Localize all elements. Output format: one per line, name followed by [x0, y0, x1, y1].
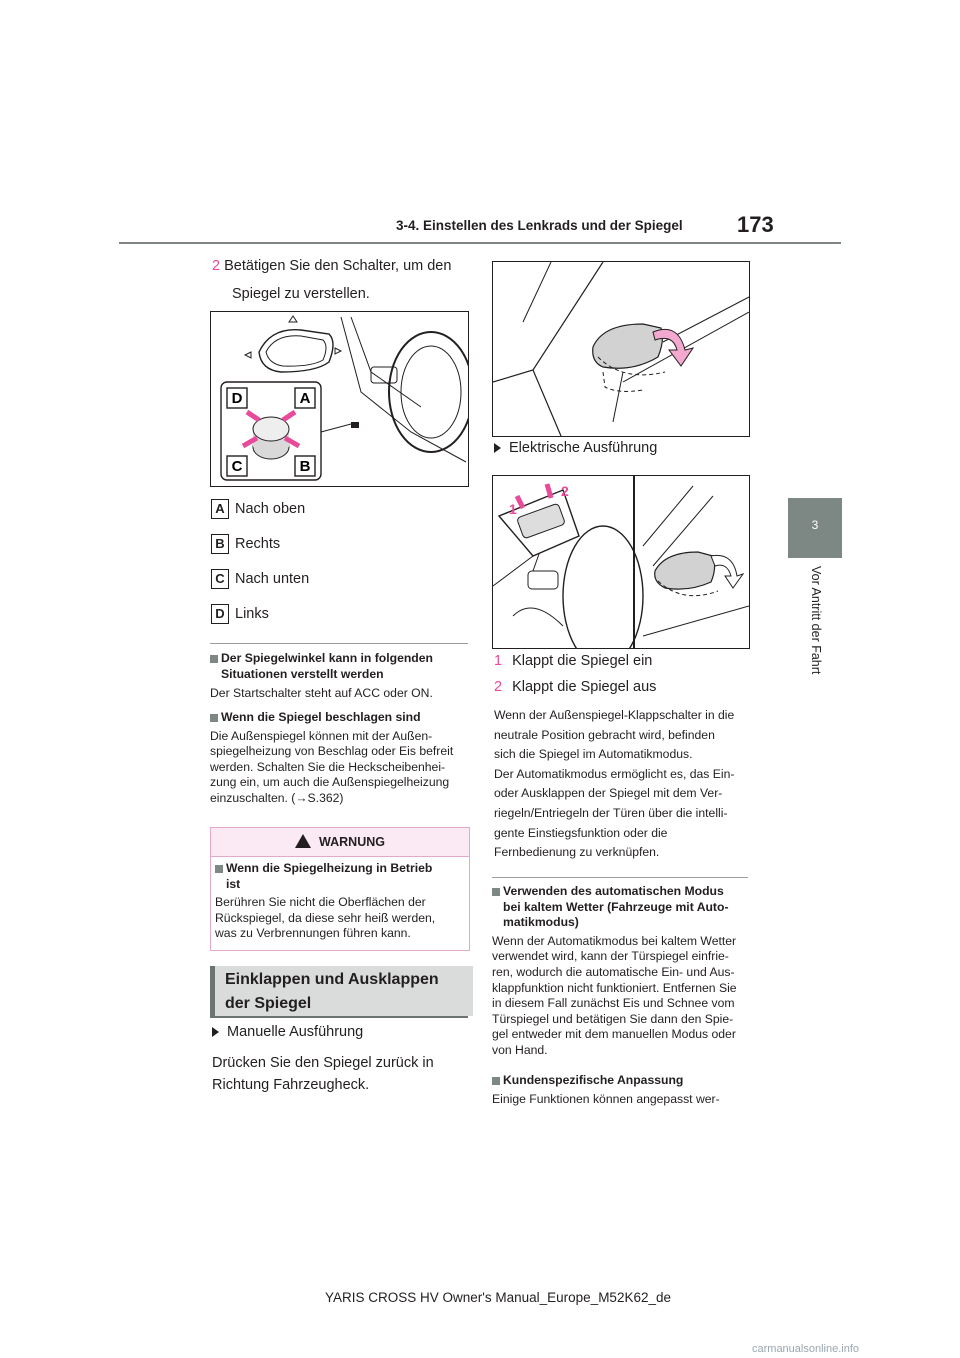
manual-type [212, 1018, 474, 1096]
legend-item [211, 597, 461, 632]
note-line: von Hand. [492, 1042, 548, 1057]
section-heading-box [210, 966, 473, 1016]
footer-text: YARIS CROSS HV Owner's Manual_Europe_M52K62_de [325, 1290, 671, 1305]
note-title-line2: Situationen verstellt werden [221, 666, 384, 681]
manual-fold-figure [492, 261, 750, 437]
para-line: Fernbedienung zu verknüpfen. [494, 845, 660, 860]
para-line: riegeln/Entriegeln der Türen über die intelli- [494, 805, 728, 820]
chapter-label: Vor Antritt der Fahrt [809, 566, 823, 675]
note-line-link[interactable]: einzuschalten. (→S.362) [210, 790, 344, 805]
note-customization [492, 1073, 756, 1107]
section-heading-line1: Einklappen und Ausklappen [225, 971, 439, 988]
warning-title-line2: ist [226, 876, 241, 891]
fig-label-2: 2 [561, 483, 569, 499]
fig-label-a: A [299, 390, 311, 407]
note-title-text: Wenn die Spiegel beschlagen sind [221, 710, 421, 724]
bullet-square-icon [492, 1077, 500, 1085]
note-title-line: Verwenden des automatischen Modus [503, 884, 724, 898]
legend-key: A [211, 499, 229, 519]
warning-box [210, 827, 470, 951]
note-line: zung ein, um auch die Außenspiegelheizung [210, 775, 450, 790]
legend-item [211, 492, 461, 527]
note-line: Einige Funktionen können angepasst wer- [492, 1091, 720, 1106]
fig-label-d: D [231, 390, 243, 407]
para-line: Der Automatikmodus ermöglicht es, das Ein- [494, 766, 735, 781]
note-title-text: Kundenspezifische Anpassung [503, 1073, 684, 1087]
legend-item [211, 562, 461, 597]
note-cold-weather [492, 884, 756, 1059]
note-line: werden. Schalten Sie die Heckscheibenhei- [210, 759, 446, 774]
legend-text: Links [235, 606, 269, 622]
note-line: verwendet wird, kann der Türspiegel einfrie- [492, 949, 729, 964]
note-text: Der Startschalter steht auf ACC oder ON. [210, 686, 433, 701]
note-title [210, 710, 472, 726]
divider [492, 877, 748, 878]
para-line: neutrale Position gebracht wird, befinden [494, 727, 715, 742]
fold-item [494, 648, 754, 674]
item-number: 2 [494, 679, 503, 695]
note-line: spiegelheizung von Beschlag oder Eis befreit [210, 744, 454, 759]
note-title-line: matikmodus) [503, 915, 579, 930]
step-number: 2 [212, 258, 221, 274]
fold-item [494, 674, 754, 700]
para-line: Wenn der Außenspiegel-Klappschalter in die [494, 708, 735, 722]
legend-text: Nach unten [235, 571, 310, 587]
fig-label-c: C [231, 458, 243, 475]
note-line: Wenn der Automatikmodus bei kaltem Wetter [492, 933, 737, 948]
warning-triangle-icon [295, 834, 311, 848]
warning-line: Rückspiegel, da diese sehr heiß werden, [215, 910, 436, 925]
electric-fold-illustration [493, 476, 749, 648]
section-heading-line2: der Spiegel [225, 995, 312, 1012]
note-title-line: bei kaltem Wetter (Fahrzeuge mit Auto- [503, 899, 729, 914]
mirror-adjust-illustration [211, 312, 468, 486]
note-title [210, 651, 472, 667]
direction-legend [211, 492, 461, 632]
note-title-line: Der Spiegelwinkel kann in folgenden [221, 651, 433, 665]
para-line: oder Ausklappen der Spiegel mit dem Ver- [494, 786, 723, 801]
note-line: gel entweder mit dem manuellen Modus oder [492, 1027, 736, 1042]
warning-heading [211, 828, 469, 857]
step-2-line2: Spiegel zu verstellen. [232, 286, 370, 302]
item-number: 1 [494, 653, 503, 669]
manual-title-text: Manuelle Ausführung [227, 1024, 364, 1040]
section-heading [215, 966, 473, 1016]
manual-line2: Richtung Fahrzeugheck. [212, 1077, 370, 1093]
note-line: ren, wodurch die automatische Ein- und Aus- [492, 964, 735, 979]
fig-label-b: B [299, 458, 311, 475]
legend-key: D [211, 604, 229, 624]
section-header-title: 3-4. Einstellen des Lenkrads und der Spiegel [396, 218, 683, 233]
note-line: Die Außenspiegel können mit der Außen- [210, 728, 433, 743]
watermark[interactable]: carmanualsonline.info [752, 1343, 860, 1355]
warning-line: was zu Verbrennungen führen kann. [215, 926, 411, 941]
warning-heading-text: WARNUNG [319, 835, 385, 849]
warning-title-line: Wenn die Spiegelheizung in Betrieb [226, 861, 433, 875]
note-line: Türspiegel und betätigen Sie dann den Spie- [492, 1011, 734, 1026]
mirror-adjust-figure [210, 311, 469, 487]
header-rule [119, 242, 841, 244]
chapter-tab: 3 [788, 498, 842, 558]
para-line: gente Einstiegsfunktion oder die [494, 825, 668, 840]
electric-type-title [494, 434, 754, 462]
legend-text: Nach oben [235, 501, 306, 517]
note-line: klappfunktion nicht funktioniert. Entfernen Sie [492, 980, 737, 995]
page-number: 173 [737, 212, 774, 237]
divider [210, 643, 468, 644]
step-2 [212, 252, 472, 308]
electric-fold-figure [492, 475, 750, 649]
bullet-square-icon [210, 714, 218, 722]
warning-title [215, 861, 465, 877]
note-fogged-mirrors [210, 710, 472, 807]
bullet-square-icon [492, 888, 500, 896]
item-text: Klappt die Spiegel aus [512, 679, 657, 695]
legend-text: Rechts [235, 536, 281, 552]
legend-key: B [211, 534, 229, 554]
item-text: Klappt die Spiegel ein [512, 653, 653, 669]
fold-items [494, 648, 754, 700]
triangle-bullet-icon [212, 1027, 219, 1037]
manual-fold-illustration [493, 262, 749, 436]
manual-line1: Drücken Sie den Spiegel zurück in [212, 1055, 434, 1071]
bullet-square-icon [210, 655, 218, 663]
electric-title-text: Elektrische Ausführung [509, 440, 658, 456]
warning-body [211, 857, 469, 942]
auto-mode-paragraph [494, 706, 756, 863]
triangle-bullet-icon [494, 443, 501, 453]
bullet-square-icon [215, 865, 223, 873]
fig-label-1: 1 [509, 501, 517, 517]
note-mirror-angle [210, 651, 472, 702]
legend-item [211, 527, 461, 562]
note-line: in diesem Fall zunächst Eis und Schnee vom [492, 996, 735, 1011]
step-2-line1: Betätigen Sie den Schalter, um den [224, 258, 452, 274]
legend-key: C [211, 569, 229, 589]
note-title [492, 884, 756, 900]
manual-title [212, 1018, 474, 1046]
para-line: sich die Spiegel im Automatikmodus. [494, 747, 693, 762]
note-title [492, 1073, 756, 1089]
warning-line: Berühren Sie nicht die Oberflächen der [215, 895, 426, 910]
